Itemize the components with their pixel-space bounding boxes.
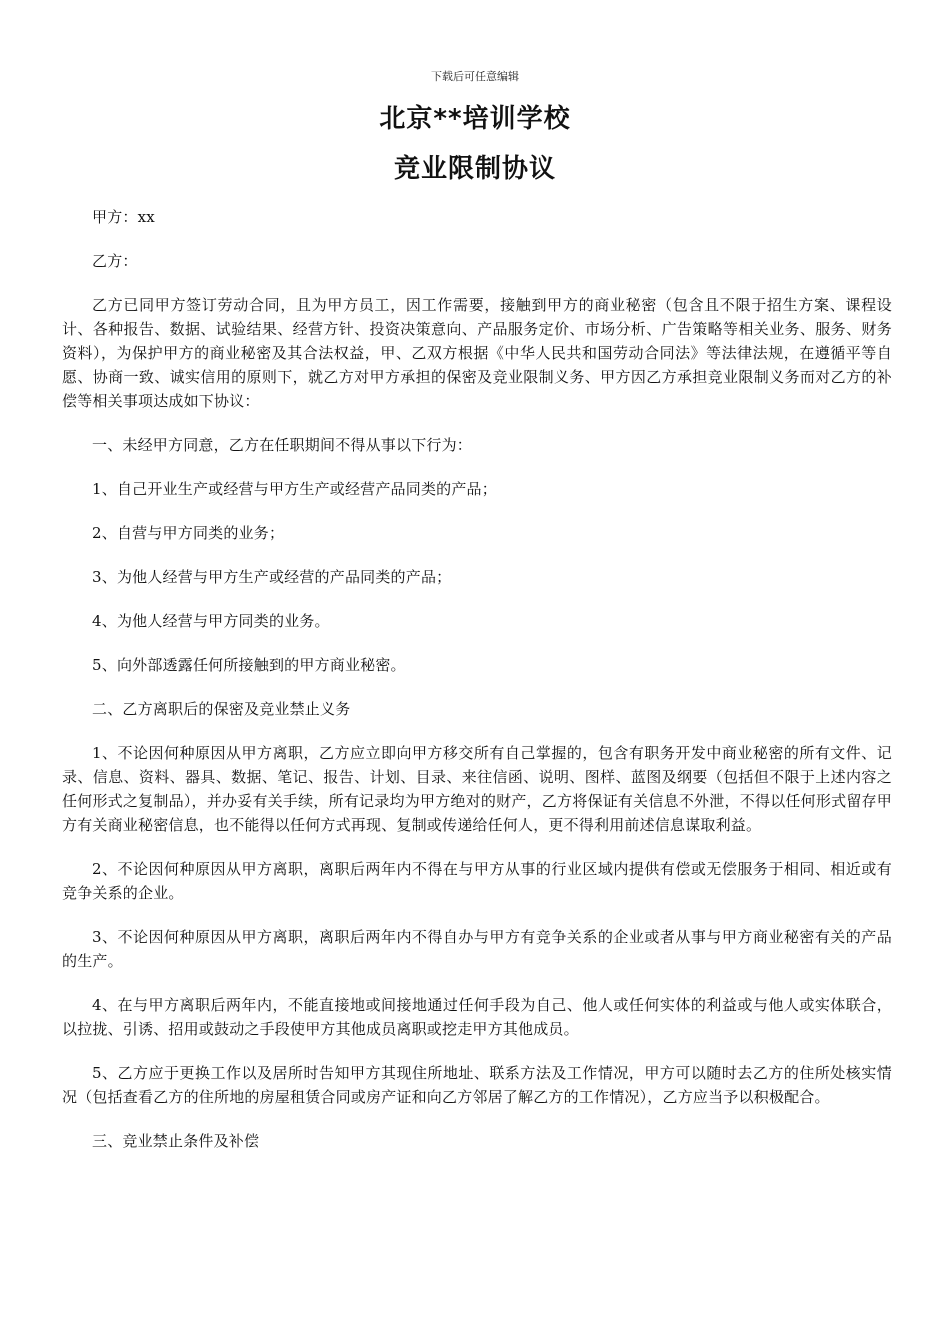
clause-2-3: 3、不论因何种原因从甲方离职，离职后两年内不得自办与甲方有竞争关系的企业或者从事与甲方商业秘密有关的产品的生产。 xyxy=(62,928,892,970)
clause-1-1: 1、自己开业生产或经营与甲方生产或经营产品同类的产品； xyxy=(92,480,497,498)
clause-1-5: 5、向外部透露任何所接触到的甲方商业秘密。 xyxy=(92,656,406,674)
preamble-paragraph: 乙方已同甲方签订劳动合同，且为甲方员工，因工作需要，接触到甲方的商业秘密（包含且不限于招生方案、课程设计、各种报告、数据、试验结果、经营方针、投资决策意向、产品服务定价、市场分析、广告策略等相关业务、服务、财务资料），为保护甲方的商业秘密及其合法权益，甲、乙双方根据《中华人民共和国劳动合同法》等法律法规，在遵循平等自愿、协商一致、诚实信用的原则下，就乙方对甲方承担的保密及竞业限制义务、甲方因乙方承担竞业限制义务而对乙方的补偿等相关事项达成如下协议： xyxy=(62,296,892,410)
clause-1-3: 3、为他人经营与甲方生产或经营的产品同类的产品； xyxy=(92,568,452,586)
school-title: 北京**培训学校 xyxy=(379,104,571,134)
clause-2-4: 4、在与甲方离职后两年内，不能直接地或间接地通过任何手段为自己、他人或任何实体的利益或与他人或实体联合，以拉拢、引诱、招用或鼓动之手段使甲方其他成员离职或挖走甲方其他成员。 xyxy=(62,996,892,1038)
clause-2-2: 2、不论因何种原因从甲方离职，离职后两年内不得在与甲方从事的行业区域内提供有偿或无偿服务于相同、相近或有竞争关系的企业。 xyxy=(62,860,892,902)
clause-1-4: 4、为他人经营与甲方同类的业务。 xyxy=(92,612,330,630)
agreement-title: 竞业限制协议 xyxy=(393,154,556,184)
section-3-heading: 三、竞业禁止条件及补偿 xyxy=(92,1132,260,1150)
section-1-heading: 一、未经甲方同意，乙方在任职期间不得从事以下行为： xyxy=(92,436,473,454)
section-2-heading: 二、乙方离职后的保密及竞业禁止义务 xyxy=(92,700,351,718)
clause-1-2: 2、自营与甲方同类的业务； xyxy=(92,524,285,542)
clause-2-5: 5、乙方应于更换工作以及居所时告知甲方其现住所地址、联系方法及工作情况，甲方可以随时去乙方的住所处核实情况（包括查看乙方的住所地的房屋租赁合同或房产证和向乙方邻居了解乙方的工作情况），乙方应当予以积极配合。 xyxy=(62,1064,892,1106)
document-body xyxy=(62,205,892,1173)
header-note: 下载后可任意编辑 xyxy=(431,70,519,83)
party-b: 乙方： xyxy=(92,252,138,270)
party-a: 甲方：xx xyxy=(92,208,155,226)
clause-2-1: 1、不论因何种原因从甲方离职，乙方应立即向甲方移交所有自己掌握的，包含有职务开发中商业秘密的所有文件、记录、信息、资料、器具、数据、笔记、报告、计划、目录、来往信函、说明、图样、蓝图及纲要（包括但不限于上述内容之任何形式之复制品），并办妥有关手续，所有记录均为甲方绝对的财产，乙方将保证有关信息不外泄，不得以任何形式留存甲方有关商业秘密信息，也不能得以任何方式再现、复制或传递给任何人，更不得利用前述信息谋取利益。 xyxy=(62,744,892,834)
